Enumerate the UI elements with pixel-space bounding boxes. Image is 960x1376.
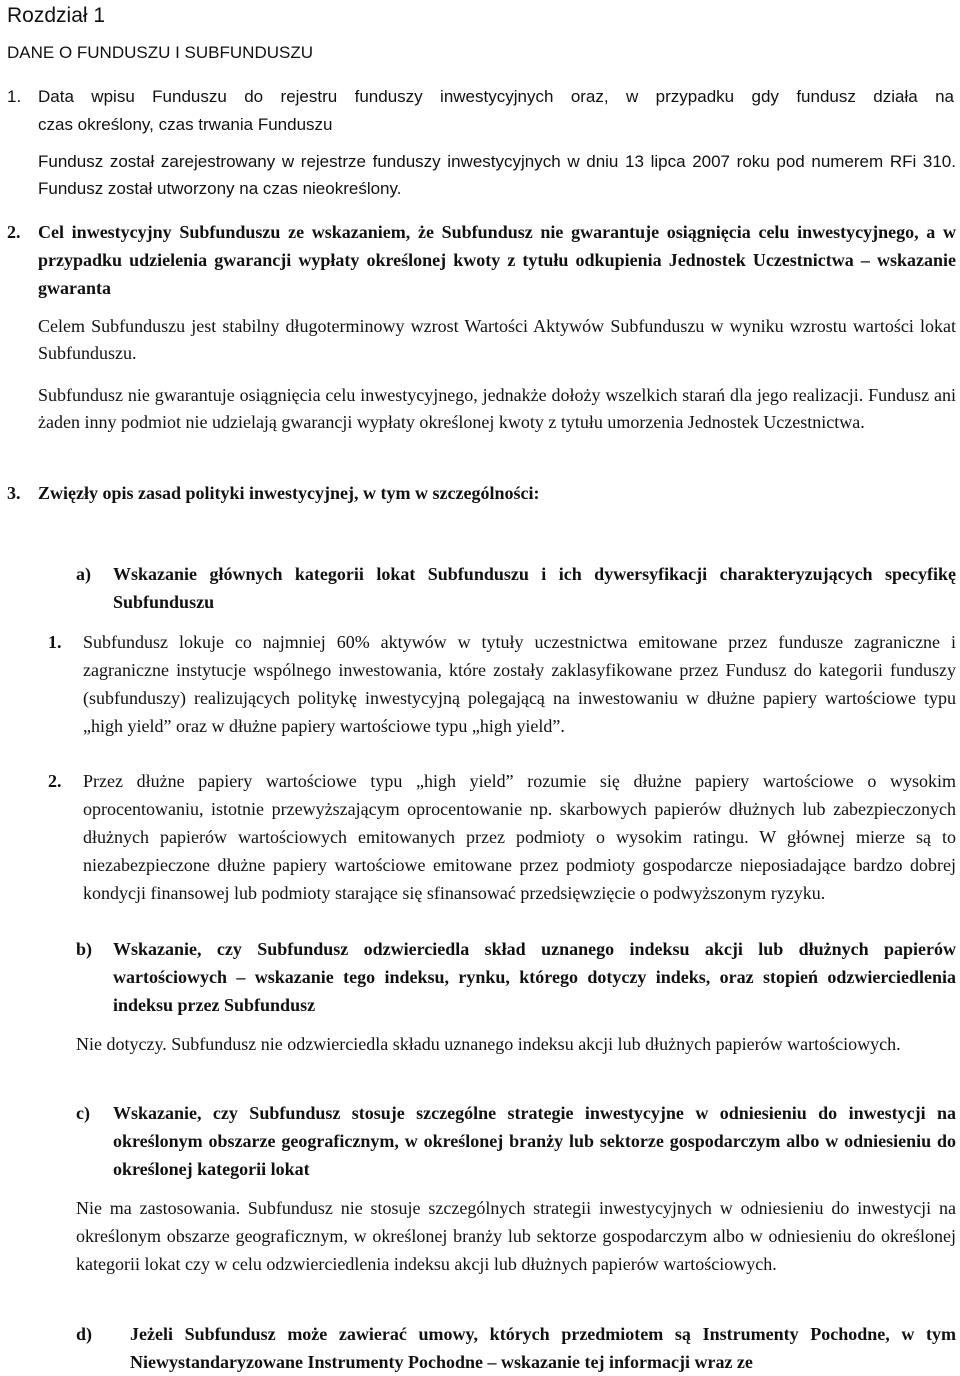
item-b-heading: Wskazanie, czy Subfundusz odzwierciedla skład uznanego indeksu akcji lub dłużnych papierów wartościowych – wskazanie tego indeksu, rynku, którego dotyczy indeks, oraz stopień odzwierciedlenia indeksu przez Subfundusz: [113, 939, 956, 1015]
item-d-label: d): [76, 1324, 93, 1344]
item-c-label: c): [76, 1103, 90, 1123]
item-a-label: a): [76, 564, 91, 584]
section-2-number: 2.: [7, 222, 21, 242]
section-1-number: 1.: [7, 87, 22, 106]
chapter-title: Rozdział 1: [7, 4, 106, 27]
item-a-heading: Wskazanie głównych kategorii lokat Subfunduszu i ich dywersyfikacji charakteryzujących specyfikę Subfunduszu: [113, 564, 956, 612]
section-3-heading: Zwięzły opis zasad polityki inwestycyjnej, w tym w szczególności:: [38, 483, 540, 503]
point-1-text: Subfundusz lokuje co najmniej 60% aktywów w tytuły uczestnictwa emitowane przez fundusze zagraniczne i zagraniczne instytucje wspólnego inwestowania, które zostały zaklasyfikowane przez Fundusz do kategorii funduszy (subfunduszy) realizujących politykę inwestycyjną polegającą na inwestowaniu w dłużne papiery wartościowe typu „high yield” oraz w dłużne papiery wartościowe typu „high yield”.: [83, 632, 956, 736]
item-c-heading: Wskazanie, czy Subfundusz stosuje szczególne strategie inwestycyjne w odniesieniu do inwestycji na określonym obszarze geograficznym, w określonej branży lub sektorze gospodarczym albo w odniesieniu do określonej kategorii lokat: [113, 1103, 956, 1179]
section-2-paragraph-2: Subfundusz nie gwarantuje osiągnięcia celu inwestycyjnego, jednakże dołoży wszelkich starań dla jego realizacji. Fundusz ani żaden inny podmiot nie udzielają gwarancji wypłaty określonej kwoty z tytułu umorzenia Jednostek Uczestnictwa.: [38, 385, 956, 432]
section-1-heading-line-2: czas określony, czas trwania Funduszu: [38, 115, 333, 134]
section-1-heading-line-1: Data wpisu Funduszu do rejestru funduszy inwestycyjnych oraz, w przypadku gdy fundusz działa na: [38, 87, 954, 106]
item-b-label: b): [76, 939, 93, 959]
section-2-paragraph-1: Celem Subfunduszu jest stabilny długoterminowy wzrost Wartości Aktywów Subfunduszu w wyniku wzrostu wartości lokat Subfunduszu.: [38, 316, 956, 363]
point-1-label: 1.: [48, 632, 62, 652]
section-1-body: Fundusz został zarejestrowany w rejestrze funduszy inwestycyjnych w dniu 13 lipca 2007 roku pod numerem RFi 310. Fundusz został utworzony na czas nieokreślony.: [38, 152, 956, 198]
section-3-number: 3.: [7, 483, 21, 503]
item-d-heading: Jeżeli Subfundusz może zawierać umowy, których przedmiotem są Instrumenty Pochodne, w tym Niewystandaryzowane Instrumenty Pochodne – wskazanie tej informacji wraz ze: [130, 1324, 956, 1372]
section-2-heading: Cel inwestycyjny Subfunduszu ze wskazaniem, że Subfundusz nie gwarantuje osiągnięcia celu inwestycyjnego, a w przypadku udzielenia gwarancji wypłaty określonej kwoty z tytułu odkupienia Jednostek Uczestnictwa – wskazanie gwaranta: [38, 222, 956, 298]
point-2-label: 2.: [48, 771, 62, 791]
item-b-body: Nie dotyczy. Subfundusz nie odzwierciedla składu uznanego indeksu akcji lub dłużnych papierów wartościowych.: [76, 1034, 901, 1054]
point-2-text: Przez dłużne papiery wartościowe typu „high yield” rozumie się dłużne papiery wartościowe o wysokim oprocentowaniu, istotnie przewyższającym oprocentowanie np. skarbowych papierów dłużnych lub zabezpieczonych dłużnych papierów wartościowych emitowanych przez podmioty o wysokim ratingu. W głównej mierze są to niezabezpieczone dłużne papiery wartościowe emitowane przez podmioty gospodarcze nieposiadające bardzo dobrej kondycji finansowej lub podmioty starające się sfinansować przedsięwzięcie o podwyższonym ryzyku.: [83, 771, 956, 903]
item-c-body: Nie ma zastosowania. Subfundusz nie stosuje szczególnych strategii inwestycyjnych w odniesieniu do inwestycji na określonym obszarze geograficznym, w określonej branży lub sektorze gospodarczym albo w odniesieniu do określonej kategorii lokat czy w celu odzwierciedlenia indeksu akcji lub dłużnych papierów wartościowych.: [76, 1198, 956, 1274]
section-title: DANE O FUNDUSZU I SUBFUNDUSZU: [7, 43, 314, 62]
